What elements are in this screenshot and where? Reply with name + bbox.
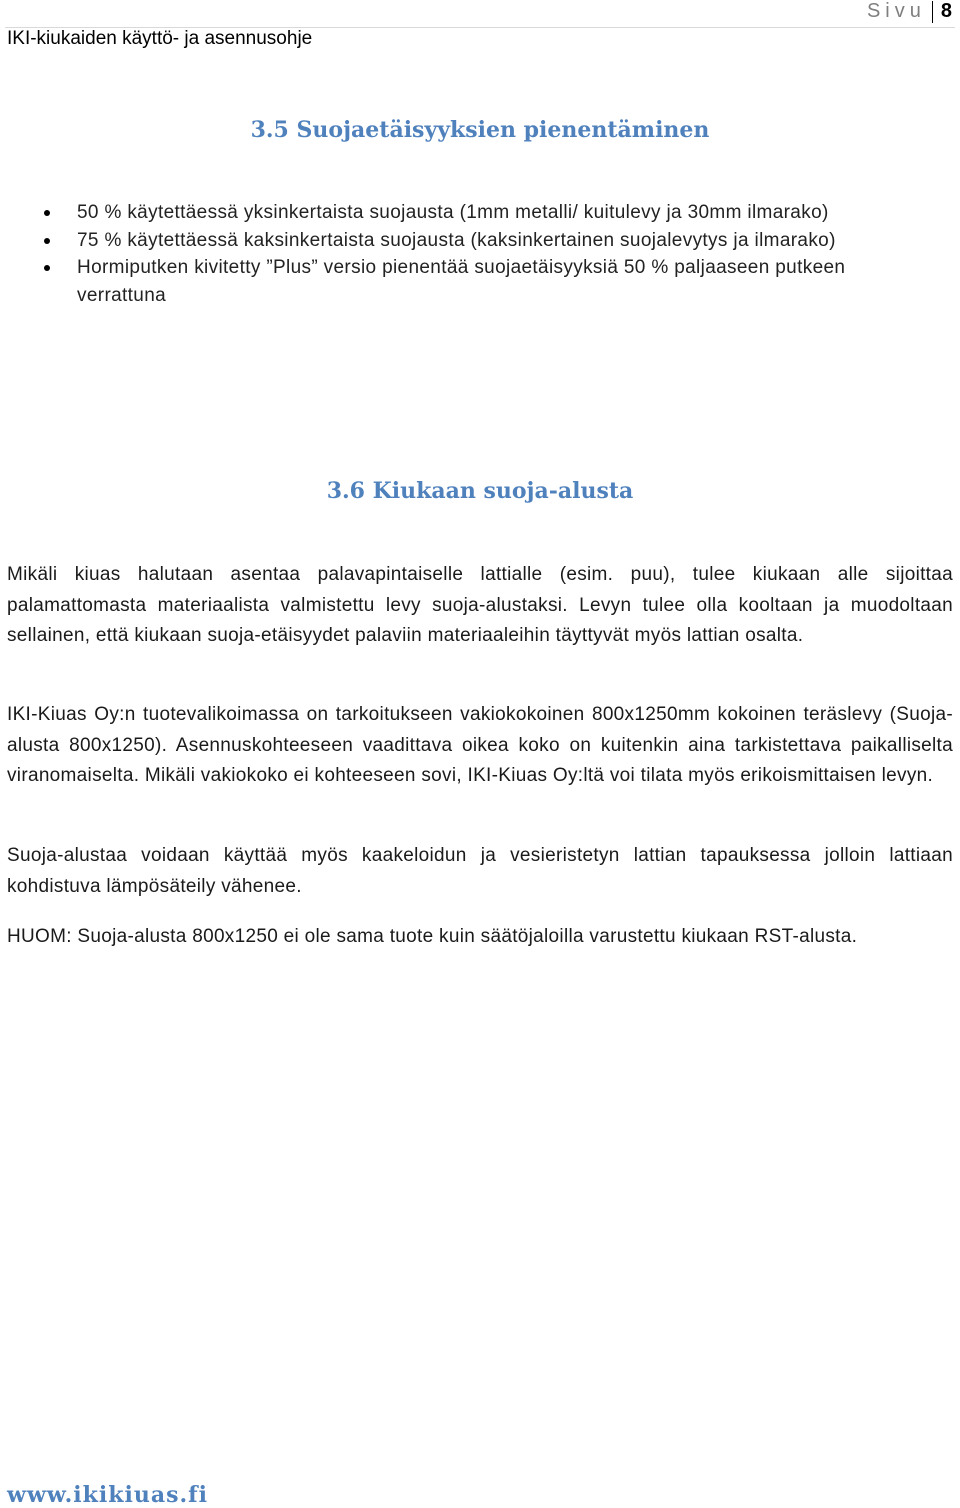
page-separator [932, 1, 933, 23]
bullet-icon [44, 210, 50, 216]
page-number: 8 [940, 0, 952, 22]
section-heading-3-5: 3.5 Suojaetäisyyksien pienentäminen [250, 117, 710, 143]
list-item-text: Hormiputken kivitetty ”Plus” versio pienentää suojaetäisyyksiä 50 % paljaaseen putkeen verrattuna [77, 257, 846, 306]
paragraph-standard-plate: IKI-Kiuas Oy:n tuotevalikoimassa on tarkoitukseen vakiokokoinen 800x1250mm kokoinen teräslevy (Suoja-alusta 800x1250). Asennuskohteeseen vaadittava oikea koko on kuitenkin aina tarkistettava paikalliselta viranomaiselta. Mikäli vakiokoko ei kohteeseen sovi, IKI-Kiuas Oy:ltä voi tilata myös erikoismittaisen levyn. [7, 704, 953, 786]
list-item-text: 75 % käytettäessä kaksinkertaista suojausta (kaksinkertainen suojalevytys ja ilmarako) [77, 229, 836, 251]
bullet-icon [44, 238, 50, 244]
paragraph-note: HUOM: Suoja-alusta 800x1250 ei ole sama tuote kuin säätöjaloilla varustettu kiukaan RST-alusta. [7, 926, 858, 947]
page-label: Sivu [866, 0, 926, 22]
list-item [0, 199, 960, 227]
section-heading-3-6: 3.6 Kiukaan suoja-alusta [326, 478, 634, 504]
list-item [0, 227, 960, 255]
paragraph-floor-protection: Mikäli kiuas halutaan asentaa palavapintaiselle lattialle (esim. puu), tulee kiukaan alle sijoittaa palamattomasta materiaalista valmistettu levy suoja-alustaksi. Levyn tulee olla kooltaan ja muodoltaan sellainen, että kiukaan suoja-etäisyydet palaviin materiaaleihin täyttyvät myös lattian osalta. [7, 564, 953, 646]
page-indicator [867, 0, 952, 23]
list-item-text: 50 % käytettäessä yksinkertaista suojausta (1mm metalli/ kuitulevy ja 30mm ilmarako) [77, 202, 829, 223]
bullet-icon [44, 265, 50, 271]
bullet-list [0, 199, 960, 309]
document-title: IKI-kiukaiden käyttö- ja asennusohje [7, 28, 313, 49]
list-item [0, 254, 960, 309]
footer-website-link[interactable]: www.ikikiuas.fi [7, 1482, 208, 1508]
paragraph-tiled-floor: Suoja-alustaa voidaan käyttää myös kaakeloidun ja vesieristetyn lattian tapauksessa jolloin lattiaan kohdistuva lämpösäteily vähenee. [7, 845, 953, 897]
